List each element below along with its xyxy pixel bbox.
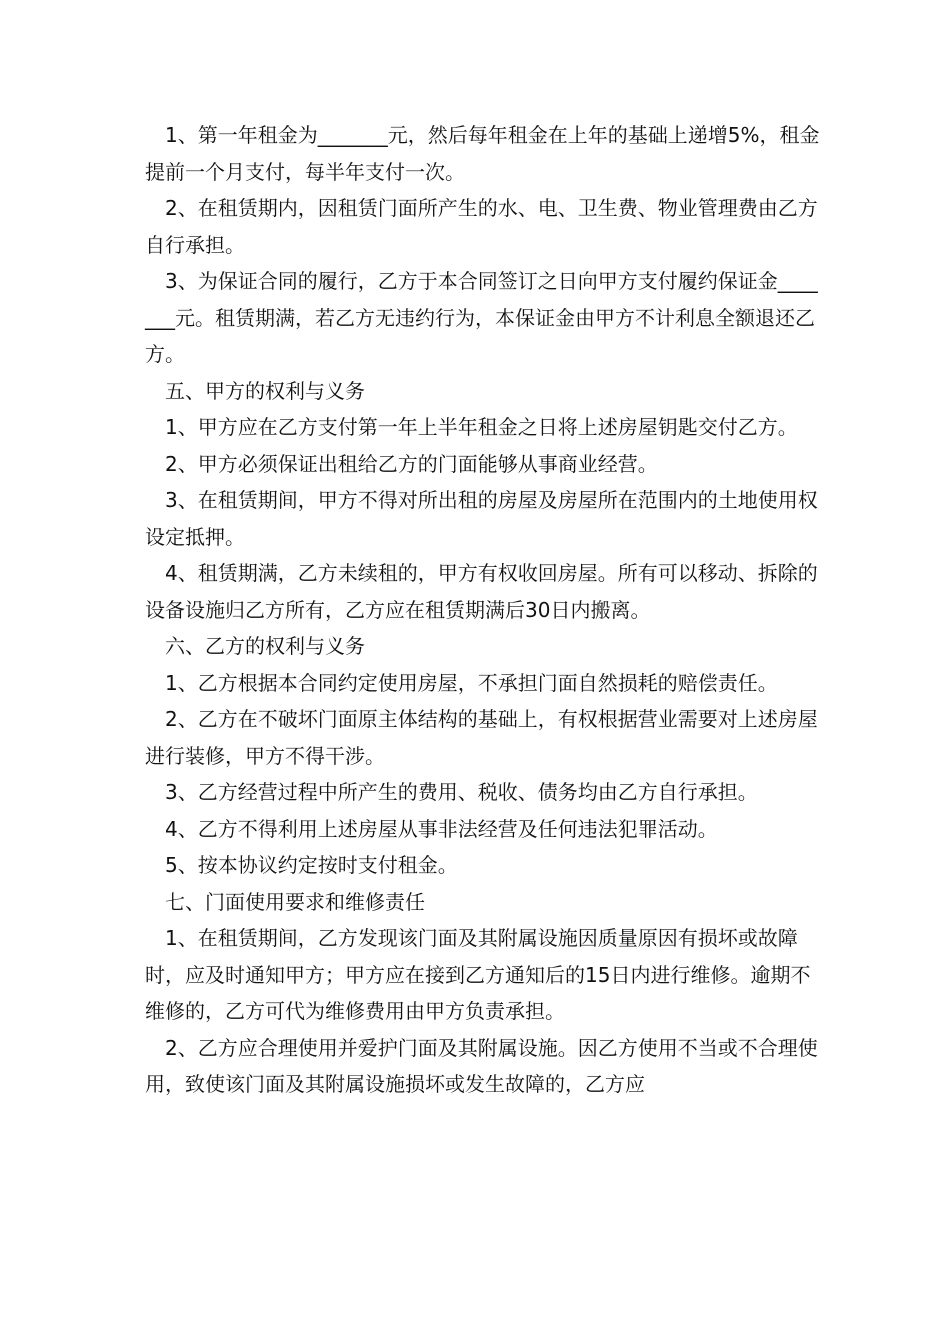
- clause-7-1: 1、在租赁期间，乙方发现该门面及其附属设施因质量原因有损坏或故障时，应及时通知甲方；甲方应在接到乙方通知后的15日内进行维修。逾期不维修的，乙方可代为维修费用由甲方负责承担。: [145, 926, 811, 1023]
- clause-4-1-rent: 1、第一年租金为_______元，然后每年租金在上年的基础上递增5%，租金提前一个月支付，每半年支付一次。: [145, 123, 820, 184]
- clause-6-2: 2、乙方在不破坏门面原主体结构的基础上，有权根据营业需要对上述房屋进行装修，甲方不得干涉。: [145, 707, 818, 768]
- section-heading-6: 六、乙方的权利与义务: [165, 634, 365, 658]
- clause-4-3-deposit: 3、为保证合同的履行，乙方于本合同签订之日向甲方支付履约保证金_______元。租赁期满，若乙方无违约行为，本保证金由甲方不计利息全额退还乙方。: [145, 269, 818, 366]
- clause-6-3: 3、乙方经营过程中所产生的费用、税收、债务均由乙方自行承担。: [165, 780, 758, 804]
- section-heading-7: 七、门面使用要求和维修责任: [165, 889, 425, 914]
- clause-5-2: 2、甲方必须保证出租给乙方的门面能够从事商业经营。: [165, 451, 658, 476]
- clause-6-4: 4、乙方不得利用上述房屋从事非法经营及任何违法犯罪活动。: [165, 816, 718, 841]
- document-body: [145, 117, 820, 1103]
- clause-7-2: 2、乙方应合理使用并爱护门面及其附属设施。因乙方使用不当或不合理使用，致使该门面及其附属设施损坏或发生故障的，乙方应: [145, 1035, 818, 1096]
- clause-4-2-utilities: 2、在租赁期内，因租赁门面所产生的水、电、卫生费、物业管理费由乙方自行承担。: [145, 196, 818, 257]
- clause-5-1: 1、甲方应在乙方支付第一年上半年租金之日将上述房屋钥匙交付乙方。: [165, 415, 798, 439]
- clause-5-3: 3、在租赁期间，甲方不得对所出租的房屋及房屋所在范围内的土地使用权设定抵押。: [145, 488, 818, 549]
- clause-5-4: 4、租赁期满，乙方未续租的，甲方有权收回房屋。所有可以移动、拆除的设备设施归乙方所有，乙方应在租赁期满后30日内搬离。: [145, 561, 818, 622]
- clause-6-1: 1、乙方根据本合同约定使用房屋，不承担门面自然损耗的赔偿责任。: [165, 670, 778, 695]
- section-heading-5: 五、甲方的权利与义务: [165, 378, 365, 403]
- clause-6-5: 5、按本协议约定按时支付租金。: [165, 853, 458, 877]
